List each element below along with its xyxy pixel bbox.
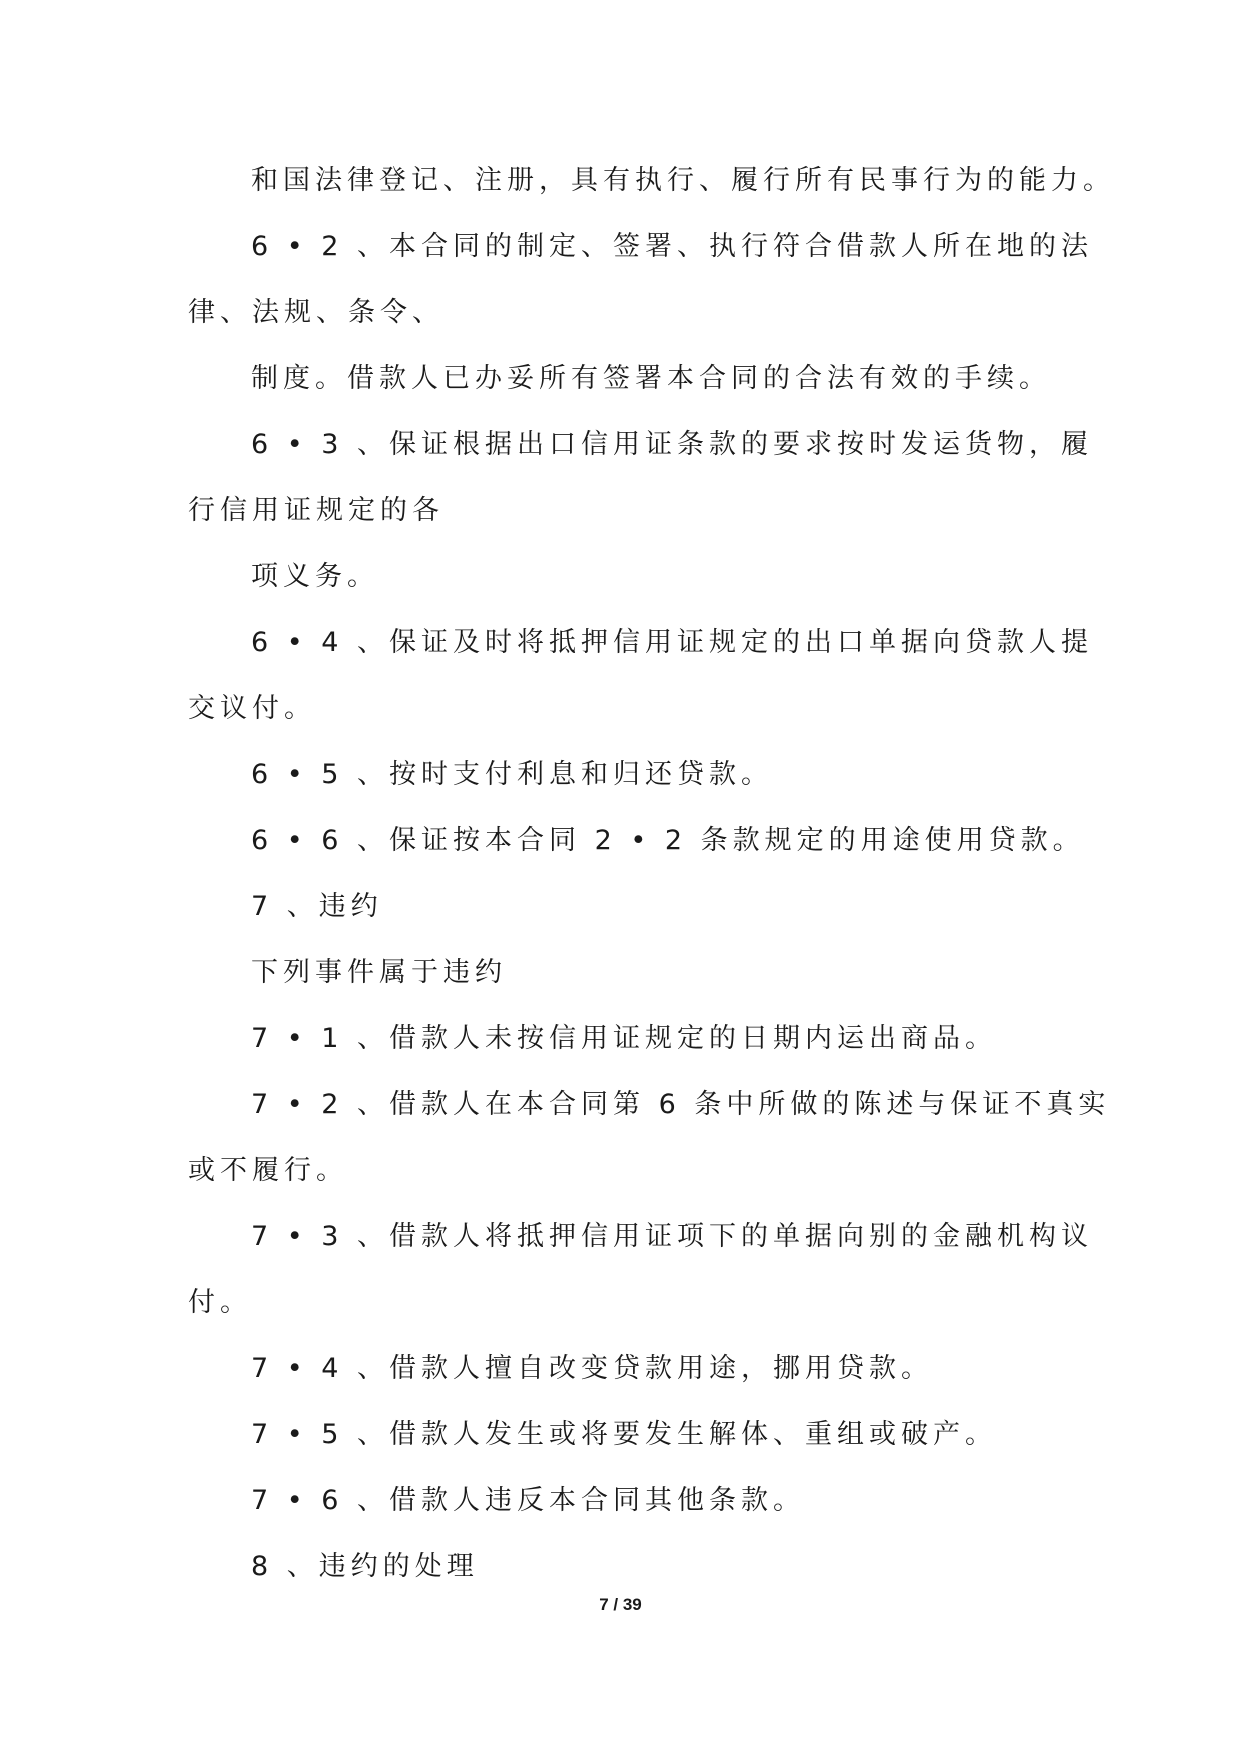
page-number: 7 / 39 xyxy=(599,1595,642,1614)
text-line: 行信用证规定的各 xyxy=(188,495,444,526)
text-line: 项义务。 xyxy=(251,561,379,592)
text-line: 制度。借款人已办妥所有签署本合同的合法有效的手续。 xyxy=(251,363,1051,394)
text-line: 交议付。 xyxy=(188,693,316,724)
clause-6-3: 6 • 3 、保证根据出口信用证条款的要求按时发运货物，履 xyxy=(251,429,1094,460)
text-line: 下列事件属于违约 xyxy=(251,957,507,988)
text-line: 或不履行。 xyxy=(188,1155,348,1186)
clause-7-4: 7 • 4 、借款人擅自改变贷款用途，挪用贷款。 xyxy=(251,1353,934,1384)
clause-7-5: 7 • 5 、借款人发生或将要发生解体、重组或破产。 xyxy=(251,1419,998,1450)
text-line: 和国法律登记、注册，具有执行、履行所有民事行为的能力。 xyxy=(251,165,1115,196)
clause-6-2: 6 • 2 、本合同的制定、签署、执行符合借款人所在地的法 xyxy=(251,231,1094,262)
clause-6-6: 6 • 6 、保证按本合同 2 • 2 条款规定的用途使用贷款。 xyxy=(251,825,1085,856)
clause-7-3: 7 • 3 、借款人将抵押信用证项下的单据向别的金融机构议 xyxy=(251,1221,1094,1252)
clause-7-6: 7 • 6 、借款人违反本合同其他条款。 xyxy=(251,1485,806,1516)
text-line: 付。 xyxy=(188,1287,252,1318)
text-line: 律、法规、条令、 xyxy=(188,297,444,328)
clause-7-2: 7 • 2 、借款人在本合同第 6 条中所做的陈述与保证不真实 xyxy=(251,1089,1111,1120)
clause-7-1: 7 • 1 、借款人未按信用证规定的日期内运出商品。 xyxy=(251,1023,998,1054)
clause-6-4: 6 • 4 、保证及时将抵押信用证规定的出口单据向贷款人提 xyxy=(251,627,1094,658)
section-heading-7: 7 、违约 xyxy=(251,891,383,922)
section-heading-8: 8 、违约的处理 xyxy=(251,1551,479,1582)
clause-6-5: 6 • 5 、按时支付利息和归还贷款。 xyxy=(251,759,774,790)
